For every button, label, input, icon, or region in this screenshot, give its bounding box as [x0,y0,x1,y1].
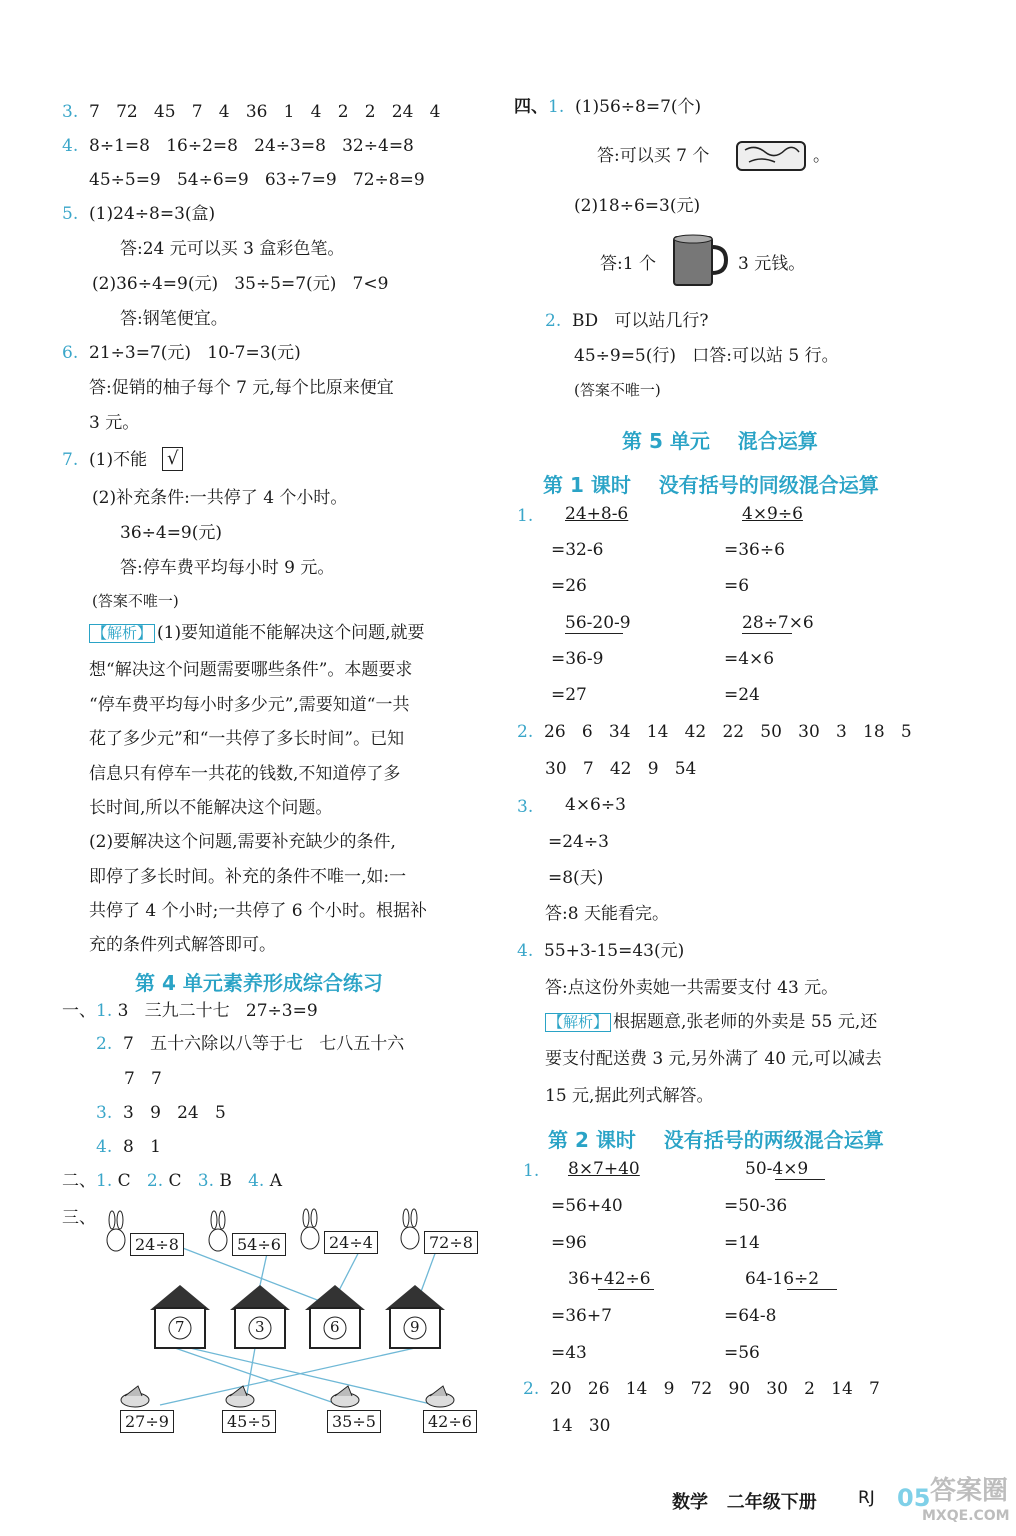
part4-q2-note: (答案不唯一) [574,381,661,399]
section-title-unit4: 第 4 单元素养形成综合练习 [135,971,383,995]
check-mark-box: √ [162,447,183,471]
analysis-line-3: “停车费平均每小时多少元”,需要知道“一共 [89,695,410,715]
part2-answers: 二、1. C 2. C 3. B 4. A [62,1171,283,1191]
l1-q1-a-step2: =26 [551,576,587,596]
l2-q1-number: 1. [523,1161,540,1181]
item-5: 5. (1)24÷8=3(盒) [62,204,216,224]
house-icon [150,1285,210,1348]
pencil-box-icon [735,138,807,176]
l1-q1-b-step1: =36÷6 [724,540,785,560]
l2-q1-b-step2: =14 [724,1233,760,1253]
part4-q2: 2. BD 可以站几行? [545,311,709,331]
bird-icon [331,1386,359,1407]
unit5-title: 第 5 单元 混合运算 [622,429,818,453]
item-7-answer: 答:停车费平均每小时 9 元。 [120,558,335,578]
analysis-line-1: 【解析】 (1)要知道能不能解决这个问题,就要 [89,624,425,643]
analysis-line-7: (2)要解决这个问题,需要补充缺少的条件, [89,832,396,852]
l1-q3-step2: =8(天) [548,868,604,888]
l2-q1-a-step2: =96 [551,1233,587,1253]
l1-q1-number: 1. [517,506,534,526]
analysis-line-6: 长时间,所以不能解决这个问题。 [89,798,333,818]
rabbit-icon [107,1211,125,1251]
lesson2-title: 第 2 课时 没有括号的两级混合运算 [548,1128,884,1152]
house-number-3: 6 [330,1318,340,1336]
part1-q2-line2: 7 7 [124,1069,162,1089]
l2-q1-a-step1: =56+40 [551,1196,623,1216]
part4-q2-calc: 45÷9=5(行) 口答:可以站 5 行。 [574,346,839,366]
house-number-2: 3 [255,1318,265,1336]
part4-q1-1: 四、1. (1)56÷8=7(个) [514,97,702,117]
analysis-line-8: 即停了多长时间。补充的条件不唯一,如:一 [89,867,407,887]
l1-q1-c-expr: 56-20-9 [565,613,631,633]
rabbit-card-1: 24÷8 [130,1233,184,1256]
bird-card-3: 35÷5 [327,1410,381,1433]
part4-q1-2: (2)18÷6=3(元) [574,196,701,216]
underline-mark [598,1289,654,1290]
bird-icon [121,1386,149,1407]
analysis-line-9: 共停了 4 个小时;一共停了 6 个小时。根据补 [89,901,427,921]
l2-q1-c-step2: =43 [551,1343,587,1363]
analysis-line-4: 花了多少元”和“一共停了多长时间”。已知 [89,729,405,749]
rabbit-icon [401,1209,419,1249]
item-5-part2: (2)36÷4=9(元) 35÷5=7(元) 7<9 [92,274,389,294]
item-7: 7. (1)不能 [62,450,148,470]
rabbit-icon [301,1209,319,1249]
underline-mark [565,633,623,634]
bird-card-4: 42÷6 [423,1410,477,1433]
l2-q1-b-expr: 50-4×9 [745,1159,809,1179]
l1-q1-c-step1: =36-9 [551,649,604,669]
part1-q4: 4. 8 1 [96,1137,161,1157]
part4-q1-answer1-end: 。 [813,146,830,166]
l1-q1-a-expr: 24+8-6 [565,504,629,524]
underline-mark [787,1289,837,1290]
l2-q1-a-expr: 8×7+40 [568,1159,640,1179]
lesson1-title: 第 1 课时 没有括号的同级混合运算 [543,473,879,497]
analysis-line-5: 信息只有停车一共花的钱数,不知道停了多 [89,764,401,784]
underline-mark [742,633,792,634]
l1-q2: 2. 26 6 34 14 42 22 50 30 3 18 5 [517,722,912,742]
l1-q3-step1: =24÷3 [548,832,609,852]
l2-q2: 2. 20 26 14 9 72 90 30 2 14 7 [523,1379,880,1399]
l1-q1-a-step1: =32-6 [551,540,604,560]
footer-subject: 数学 二年级下册 [672,1492,817,1513]
part1-q1: 一、1. 3 三九二十七 27÷3=9 [62,1001,318,1021]
watermark-logo: 答案圈 [930,1476,1009,1506]
house-icon [385,1285,445,1348]
part4-q1-answer2-end: 3 元钱。 [738,254,806,274]
l1-q3-answer: 答:8 天能看完。 [545,904,669,924]
l1-q1-b-step2: =6 [724,576,750,596]
part4-q1-answer2: 答:1 个 [600,254,656,274]
l1-q3-number: 3. [517,797,534,817]
house-number-4: 9 [410,1318,420,1336]
l2-q1-d-step2: =56 [724,1343,760,1363]
house-icon [230,1285,290,1348]
l1-q1-b-expr: 4×9÷6 [742,504,803,524]
bird-card-1: 27÷9 [120,1410,174,1433]
item-6: 6. 21÷3=7(元) 10-7=3(元) [62,343,301,363]
item-7-note: (答案不唯一) [92,592,179,610]
bird-card-2: 45÷5 [222,1410,276,1433]
l2-q1-b-step1: =50-36 [724,1196,788,1216]
l1-q1-d-expr: 28÷7×6 [742,613,814,633]
l1-q1-c-step2: =27 [551,685,587,705]
part1-q3: 3. 3 9 24 5 [96,1103,226,1123]
rabbit-card-3: 24÷4 [324,1231,378,1254]
part4-q1-answer1: 答:可以买 7 个 [597,146,710,166]
page-number: 05 [897,1484,931,1512]
item-4-line2: 45÷5=9 54÷6=9 63÷7=9 72÷8=9 [89,170,425,190]
house-icon [305,1285,365,1348]
part1-q2: 2. 7 五十六除以八等于七 七八五十六 [96,1034,405,1054]
part3-label: 三、 [62,1208,96,1228]
item-7-part2: (2)补充条件:一共停了 4 个小时。 [92,488,348,508]
item-6-answer: 答:促销的柚子每个 7 元,每个比原来便宜 [89,378,394,398]
l1-analysis-2: 要支付配送费 3 元,另外满了 40 元,可以减去 [545,1049,882,1069]
l1-q1-d-step1: =4×6 [724,649,775,669]
house-number-1: 7 [175,1318,185,1336]
analysis-line-2: 想“解决这个问题需要哪些条件”。本题要求 [89,660,413,680]
analysis-line-10: 充的条件列式解答即可。 [89,935,276,955]
l2-q1-d-step1: =64-8 [724,1306,777,1326]
l1-q4: 4. 55+3-15=43(元) [517,941,685,961]
item-6-answer-cont: 3 元。 [89,413,140,433]
l2-q2-line2: 14 30 [551,1416,611,1436]
watermark-url: MXQE.COM [922,1508,1010,1524]
l1-q3-expr: 4×6÷3 [565,795,626,815]
item-5-answer2: 答:钢笔便宜。 [120,309,228,329]
rabbit-card-2: 54÷6 [232,1233,286,1256]
l1-q1-d-step2: =24 [724,685,760,705]
bird-icon [426,1386,454,1407]
match-line [190,1348,435,1405]
item-7-calc: 36÷4=9(元) [120,523,223,543]
l2-q1-c-expr: 36+42÷6 [568,1269,651,1289]
l1-analysis-3: 15 元,据此列式解答。 [545,1086,714,1106]
rabbit-card-4: 72÷8 [424,1231,478,1254]
l1-analysis-1: 【解析】 根据题意,张老师的外卖是 55 元,还 [545,1013,877,1032]
l2-q1-c-step1: =36+7 [551,1306,612,1326]
underline-mark [775,1179,825,1180]
footer-edition: RJ [858,1488,875,1508]
item-3: 3. 7 72 45 7 4 36 1 4 2 2 24 4 [62,102,441,122]
item-5-answer1: 答:24 元可以买 3 盒彩色笔。 [120,239,345,259]
rabbit-icon [209,1211,227,1251]
mug-icon [670,233,730,289]
l1-q4-answer: 答:点这份外卖她一共需要支付 43 元。 [545,978,839,998]
l1-q2-line2: 30 7 42 9 54 [545,759,697,779]
l2-q1-d-expr: 64-16÷2 [745,1269,820,1289]
item-4: 4. 8÷1=8 16÷2=8 24÷3=8 32÷4=8 [62,136,414,156]
